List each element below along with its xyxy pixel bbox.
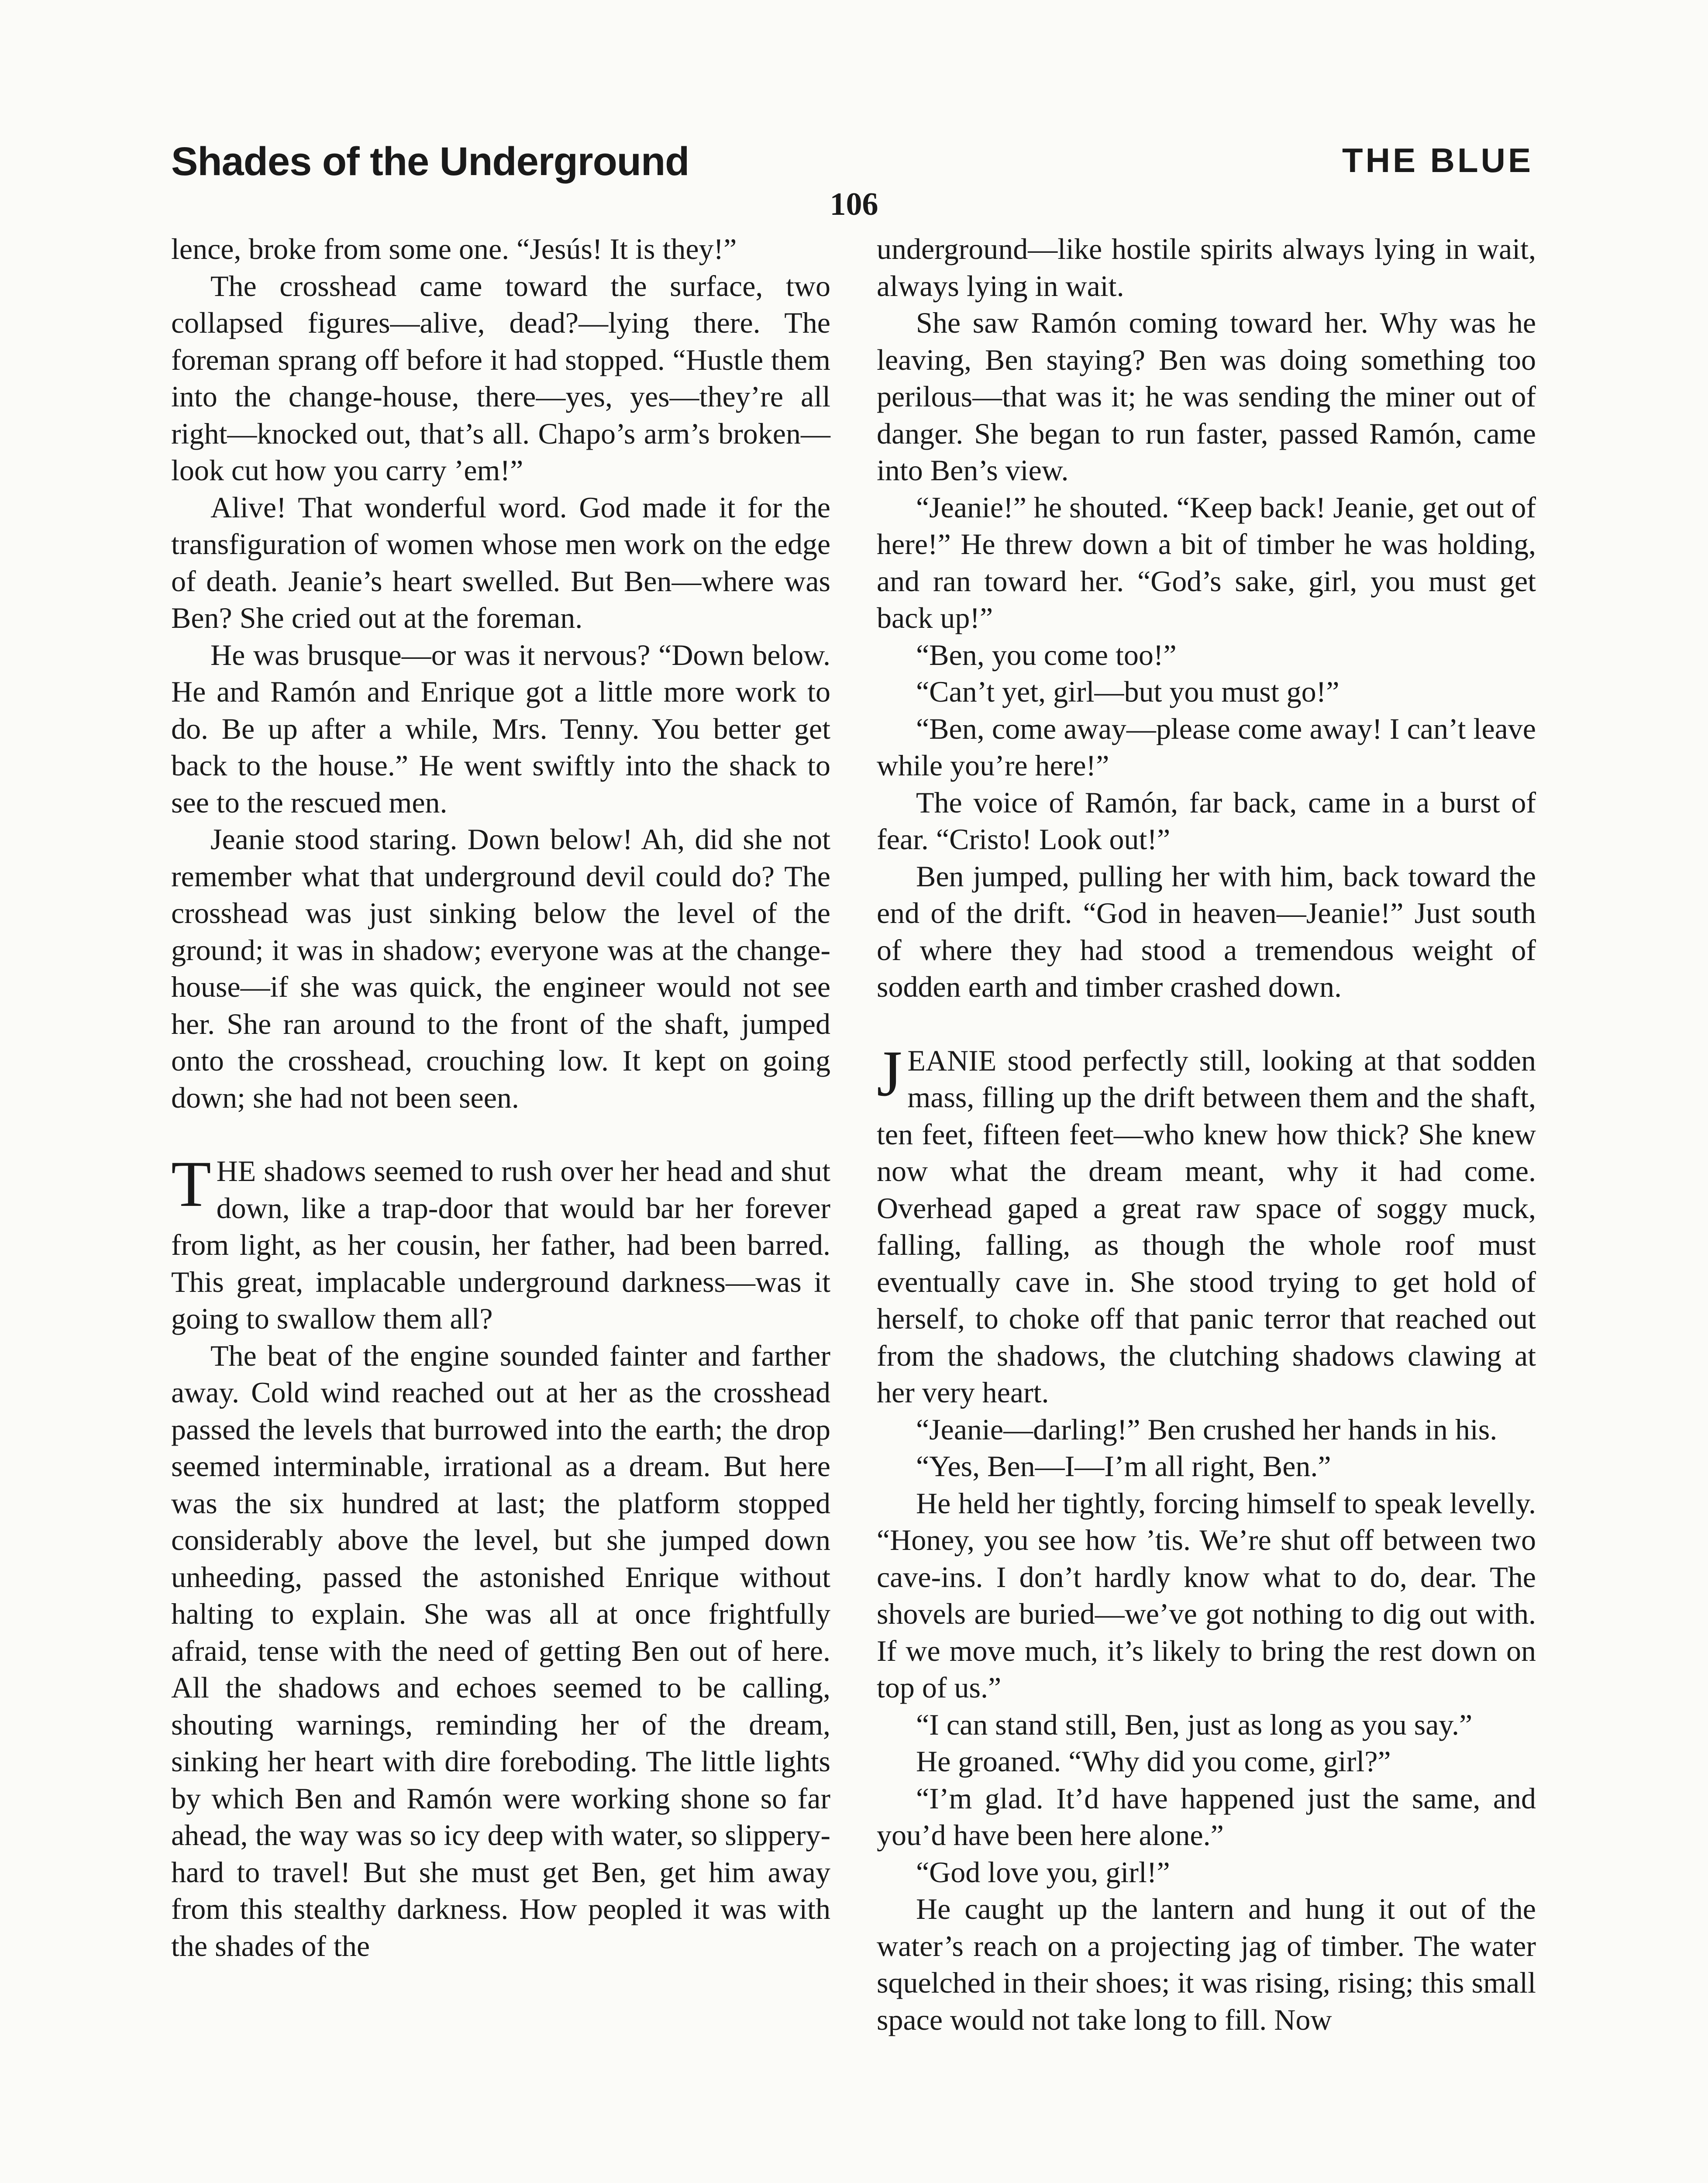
paragraph-text: “God love you, girl!” (916, 1855, 1170, 1889)
paragraph-text: “Can’t yet, girl—but you must go!” (916, 675, 1340, 708)
section-opening-paragraph (171, 1148, 830, 1337)
body-paragraph (877, 1706, 1536, 1743)
paragraph-text: “I can stand still, Ben, just as long as you say.” (916, 1708, 1473, 1741)
paragraph-text: lence, broke from some one. “Jesús! It is they!” (171, 232, 737, 265)
body-paragraph (877, 304, 1536, 489)
body-paragraph (877, 710, 1536, 784)
body-paragraph (171, 489, 830, 637)
paragraph-text: The voice of Ramón, far back, came in a burst of fear. “Cristo! Look out!” (877, 785, 1536, 856)
body-paragraph (877, 637, 1536, 674)
paragraph-text: “Jeanie!” he shouted. “Keep back! Jeanie, get out of here!” He threw down a bit of timber he was holding, and ran toward her. “God’s sake, girl, you must get back up!” (877, 490, 1536, 634)
drop-cap: T (171, 1148, 211, 1220)
body-paragraph (877, 1448, 1536, 1485)
paragraph-text: HE shadows seemed to rush over her head and shut down, like a trap-door that would bar her forever from light, as her cousin, her father, had been barred. This great, implacable underground darkness—was it going to swallow them all? (171, 1154, 830, 1335)
body-paragraph (877, 784, 1536, 858)
running-title: Shades of the Underground (171, 139, 689, 184)
body-paragraph (877, 673, 1536, 710)
body-paragraph (877, 489, 1536, 637)
body-paragraph (877, 1743, 1536, 1780)
paragraph-text: The crosshead came toward the surface, two collapsed figures—alive, dead?—lying there. The foreman sprang off before it had stopped. “Hustle them into the change-house, there—yes, yes—they’re all right—knocked out, that’s all. Chapo’s arm’s broken—look cut how you carry ’em!” (171, 269, 830, 487)
paragraph-text: She saw Ramón coming toward her. Why was he leaving, Ben staying? Ben was doing something too perilous—that was it; he was sending the miner out of danger. She began to run faster, passed Ramón, came into Ben’s view. (877, 306, 1536, 487)
body-paragraph (171, 1337, 830, 1965)
body-paragraph (877, 858, 1536, 1005)
page-number: 106 (830, 186, 878, 222)
body-paragraph (171, 637, 830, 821)
left-column (171, 231, 830, 1964)
paragraph-text: Jeanie stood staring. Down below! Ah, did she not remember what that underground devil could do? The crosshead was just sinking below the level of the ground; it was in shadow; everyone was at the change-house—if she was quick, the engineer would not see her. She ran around to the front of the shaft, jumped onto the crosshead, crouching low. It kept on going down; she had not been seen. (171, 823, 830, 1114)
paragraph-text: He groaned. “Why did you come, girl?” (916, 1745, 1391, 1778)
body-paragraph (877, 231, 1536, 304)
body-paragraph (877, 1780, 1536, 1854)
paragraph-text: “I’m glad. It’d have happened just the same, and you’d have been here alone.” (877, 1781, 1536, 1852)
paragraph-text: underground—like hostile spirits always lying in wait, always lying in wait. (877, 232, 1536, 303)
paragraph-text: He held her tightly, forcing himself to speak levelly. “Honey, you see how ’tis. We’re shut off between two cave-ins. I don’t hardly know what to do, dear. The shovels are buried—we’ve got nothing to dig out with. If we move much, it’s likely to bring the rest down on top of us.” (877, 1486, 1536, 1704)
body-paragraph (171, 821, 830, 1116)
body-paragraph (171, 268, 830, 489)
paragraph-text: The beat of the engine sounded fainter and farther away. Cold wind reached out at her as the crosshead passed the levels that burrowed into the earth; the drop seemed interminable, irrational as a dream. But here was the six hundred at last; the platform stopped considerably above the level, but she jumped down unheeding, passed the astonished Enrique without halting to explain. She was all at once frightfully afraid, tense with the need of getting Ben out of here. All the shadows and echoes seemed to be calling, shouting warnings, reminding her of the dream, sinking her heart with dire foreboding. The little lights by which Ben and Ramón were working shone so far ahead, the way was so icy deep with water, so slippery-hard to travel! But she must get Ben, get him away from this stealthy darkness. How peopled it was with the shades of the (171, 1339, 830, 1963)
paragraph-text: “Yes, Ben—I—I’m all right, Ben.” (916, 1450, 1331, 1483)
body-paragraph (877, 1485, 1536, 1706)
paragraph-text: He caught up the lantern and hung it out of the water’s reach on a projecting jag of timber. The water squelched in their shoes; it was rising, rising; this small space would not take long to fill. Now (877, 1892, 1536, 2036)
paragraph-text: “Ben, come away—please come away! I can’t leave while you’re here!” (877, 712, 1536, 782)
section-opening-paragraph (877, 1037, 1536, 1411)
body-paragraph (877, 1411, 1536, 1448)
body-paragraph (877, 1890, 1536, 2038)
paragraph-text: EANIE stood perfectly still, looking at that sodden mass, filling up the drift between them and the shaft, ten feet, fifteen feet—who knew how thick? She knew now what the dream meant, why it had come. Overhead gaped a great raw space of soggy muck, falling, falling, as though the whole roof must eventually cave in. She stood trying to get hold of herself, to choke off that panic terror that reached out from the shadows, the clutching shadows clawing at her very heart. (877, 1043, 1536, 1409)
body-paragraph (171, 231, 830, 268)
paragraph-text: He was brusque—or was it nervous? “Down below. He and Ramón and Enrique got a little more work to do. Be up after a while, Mrs. Tenny. You better get back to the house.” He went swiftly into the shack to see to the rescued men. (171, 638, 830, 819)
paragraph-text: Ben jumped, pulling her with him, back toward the end of the drift. “God in heaven—Jeanie!” Just south of where they had stood a tremendous weight of sodden earth and timber crashed down. (877, 859, 1536, 1003)
body-paragraph (877, 1854, 1536, 1891)
right-column (877, 231, 1536, 2038)
paragraph-text: “Ben, you come too!” (916, 638, 1177, 671)
drop-cap: J (877, 1037, 902, 1110)
magazine-name: THE BLUE (1342, 141, 1533, 179)
paragraph-text: “Jeanie—darling!” Ben crushed her hands in his. (916, 1412, 1498, 1446)
paragraph-text: Alive! That wonderful word. God made it for the transfiguration of women whose men work on the edge of death. Jeanie’s heart swelled. But Ben—where was Ben? She cried out at the foreman. (171, 490, 830, 634)
